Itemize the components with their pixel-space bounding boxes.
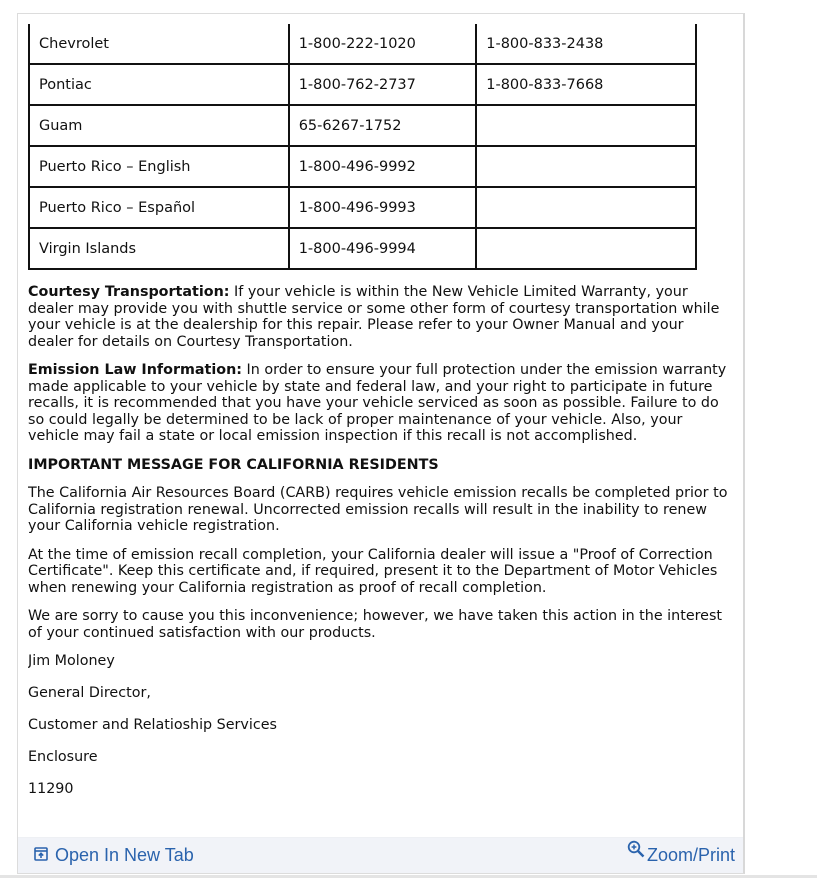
region-cell: Puerto Rico – English	[29, 146, 289, 187]
signature-department: Customer and Relatioship Services	[28, 717, 277, 733]
phone-cell: 1-800-222-1020	[289, 24, 477, 64]
phone-cell: 1-800-496-9992	[289, 146, 477, 187]
emission-text: In order to ensure your full protection under the emission warranty made applicable to your vehicle by state and federal law, and your right to participate in future recalls, it is recommended that you have your vehicle serviced as soon as possible. Failure to do so could legally be determined to be lack of proper maintenance of your vehicle. Also, your vehicle may fail a state or local emission inspection if this recall is not accomplished.	[28, 362, 727, 444]
table-row	[29, 24, 696, 64]
phone-cell: 1-800-496-9993	[289, 187, 477, 228]
open-new-tab-icon	[34, 845, 48, 866]
courtesy-transportation-paragraph	[28, 284, 733, 350]
document-viewer-panel	[17, 13, 745, 874]
phone-cell: 1-800-496-9994	[289, 228, 477, 269]
viewer-footer	[18, 837, 743, 873]
document-code: 11290	[28, 781, 74, 797]
region-cell: Virgin Islands	[29, 228, 289, 269]
open-in-new-tab-link[interactable]	[34, 845, 194, 866]
region-cell: Pontiac	[29, 64, 289, 105]
california-heading: IMPORTANT MESSAGE FOR CALIFORNIA RESIDENTS	[28, 456, 439, 473]
tty-phone-cell	[476, 187, 696, 228]
document-content[interactable]	[28, 14, 733, 839]
tty-phone-cell	[476, 105, 696, 146]
table-row	[29, 187, 696, 228]
zoom-print-link[interactable]	[627, 845, 735, 866]
apology-paragraph: We are sorry to cause you this inconvenience; however, we have taken this action in the interest of your continued satisfaction with our products.	[28, 608, 723, 641]
courtesy-text: If your vehicle is within the New Vehicle Limited Warranty, your dealer may provide you with shuttle service or some other form of courtesy transportation while your vehicle is at the dealership for this repair. Please refer to your Owner Manual and your dealer for details on Courtesy Transportation.	[28, 284, 720, 350]
california-paragraph-1: The California Air Resources Board (CARB) requires vehicle emission recalls be completed prior to California registration renewal. Uncorrected emission recalls will result in the inability to renew your California vehicle registration.	[28, 485, 728, 534]
tty-phone-cell	[476, 228, 696, 269]
phone-cell: 65-6267-1752	[289, 105, 477, 146]
enclosure-label: Enclosure	[28, 749, 98, 765]
zoom-print-label: Zoom/Print	[646, 845, 735, 865]
region-cell: Puerto Rico – Español	[29, 187, 289, 228]
signature-name: Jim Moloney	[28, 653, 115, 669]
california-paragraph-2: At the time of emission recall completion, your California dealer will issue a "Proof of Correction Certificate". Keep this certificate and, if required, present it to the Department of Motor Vehicles when renewing your California registration as proof of recall completion.	[28, 546, 718, 596]
open-in-new-tab-label: Open In New Tab	[55, 845, 194, 865]
tty-phone-cell	[476, 146, 696, 187]
table-row	[29, 228, 696, 269]
table-row	[29, 64, 696, 105]
signature-title: General Director,	[28, 685, 151, 701]
emission-law-paragraph	[28, 362, 733, 445]
region-cell: Chevrolet	[29, 24, 289, 64]
tty-phone-cell: 1-800-833-7668	[476, 64, 696, 105]
region-cell: Guam	[29, 105, 289, 146]
tty-phone-cell: 1-800-833-2438	[476, 24, 696, 64]
table-row	[29, 105, 696, 146]
letter-body	[28, 284, 733, 813]
courtesy-heading: Courtesy Transportation:	[28, 284, 230, 300]
phone-cell: 1-800-762-2737	[289, 64, 477, 105]
emission-heading: Emission Law Information:	[28, 362, 242, 378]
zoom-in-icon	[627, 840, 645, 863]
table-row	[29, 146, 696, 187]
contact-phone-table	[28, 24, 697, 270]
